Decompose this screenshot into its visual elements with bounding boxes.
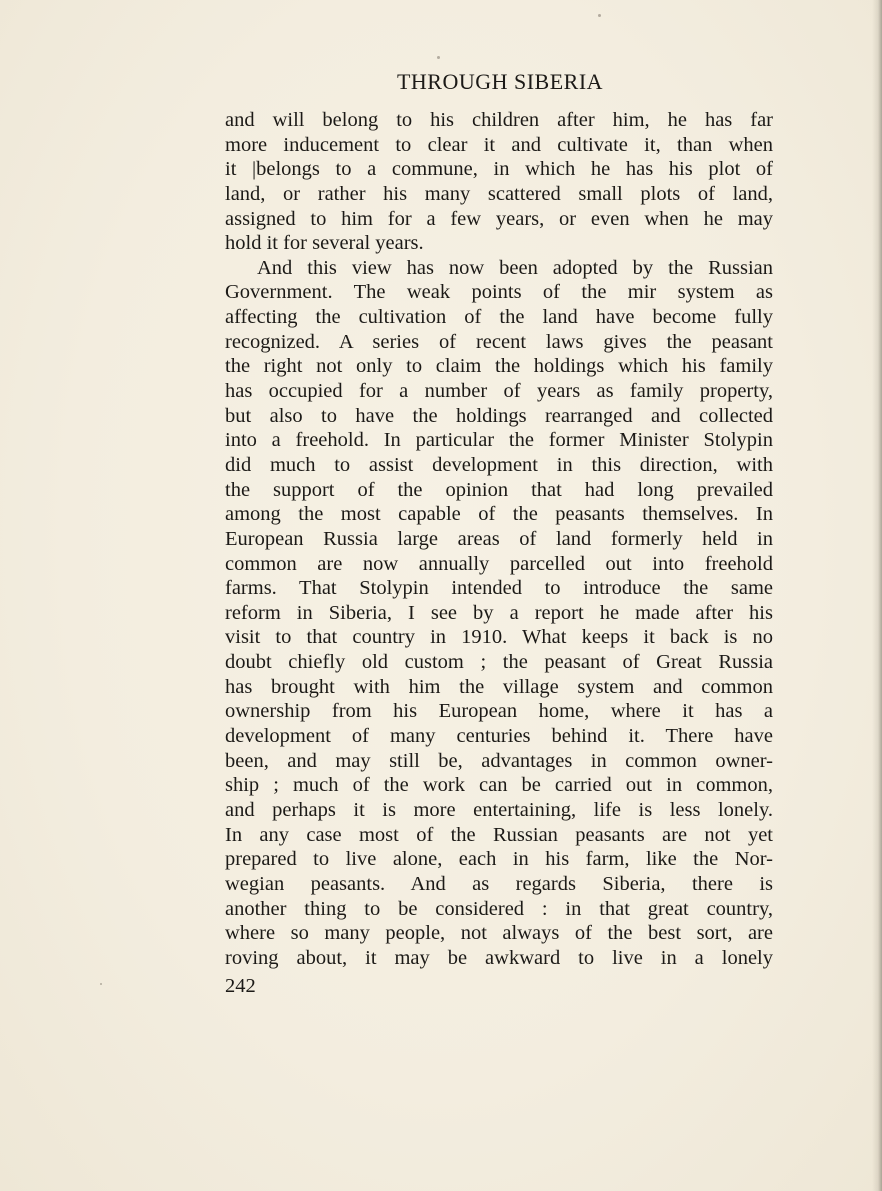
text-line: development of many centuries behind it. There have xyxy=(225,725,773,748)
text-line: And this view has now been adopted by the Russian xyxy=(257,256,773,279)
text-line: the right not only to claim the holdings which his family xyxy=(225,355,773,378)
paper-speck xyxy=(100,983,102,985)
text-line: and will belong to his children after him, he has far xyxy=(225,109,773,131)
text-line: doubt chiefly old custom ; the peasant of Great Russia xyxy=(225,651,773,674)
text-line: common are now annually parcelled out into freehold xyxy=(225,552,773,575)
text-line: recognized. A series of recent laws gives the peasant xyxy=(225,330,773,353)
text-line: roving about, it may be awkward to live in a lonely xyxy=(225,946,773,969)
text-line: Government. The weak points of the mir system as xyxy=(225,281,773,304)
page-number: 242 xyxy=(225,975,256,997)
body-text xyxy=(225,108,773,970)
text-line: and perhaps it is more entertaining, life is less lonely. xyxy=(225,798,773,821)
page-edge-shadow xyxy=(872,0,882,1191)
paper-speck xyxy=(598,14,601,17)
text-line: but also to have the holdings rearranged and collected xyxy=(225,404,773,427)
text-line: farms. That Stolypin intended to introduce the same xyxy=(225,577,773,600)
text-line: hold it for several years. xyxy=(225,232,424,255)
text-line: In any case most of the Russian peasants are not yet xyxy=(225,823,773,846)
text-line: more inducement to clear it and cultivate it, than when xyxy=(225,133,773,156)
text-line: into a freehold. In particular the former Minister Stolypin xyxy=(225,429,773,452)
text-line: affecting the cultivation of the land have become fully xyxy=(225,306,773,329)
text-line: the support of the opinion that had long prevailed xyxy=(225,478,773,501)
text-line: ship ; much of the work can be carried out in common, xyxy=(225,774,773,797)
running-head: THROUGH SIBERIA xyxy=(396,69,604,94)
text-line: another thing to be considered : in that great country, xyxy=(225,897,773,920)
text-line: prepared to live alone, each in his farm, like the Nor- xyxy=(225,848,773,871)
text-line: where so many people, not always of the best sort, are xyxy=(225,922,773,945)
text-line: land, or rather his many scattered small plots of land, xyxy=(225,182,773,205)
text-line: visit to that country in 1910. What keeps it back is no xyxy=(225,626,773,649)
text-line: assigned to him for a few years, or even when he may xyxy=(225,207,773,230)
text-line: among the most capable of the peasants themselves. In xyxy=(225,503,773,526)
text-line: did much to assist development in this direction, with xyxy=(225,453,773,476)
text-line: has brought with him the village system and common xyxy=(225,675,773,698)
paper-speck xyxy=(437,56,440,59)
text-line: it |belongs to a commune, in which he has his plot of xyxy=(225,158,773,181)
text-line: ownership from his European home, where it has a xyxy=(225,700,773,723)
text-line: wegian peasants. And as regards Siberia, there is xyxy=(225,872,773,895)
text-line: has occupied for a number of years as family property, xyxy=(225,380,773,403)
text-line: been, and may still be, advantages in common owner- xyxy=(225,749,773,772)
text-line: European Russia large areas of land formerly held in xyxy=(225,527,773,550)
text-line: reform in Siberia, I see by a report he made after his xyxy=(225,601,773,624)
